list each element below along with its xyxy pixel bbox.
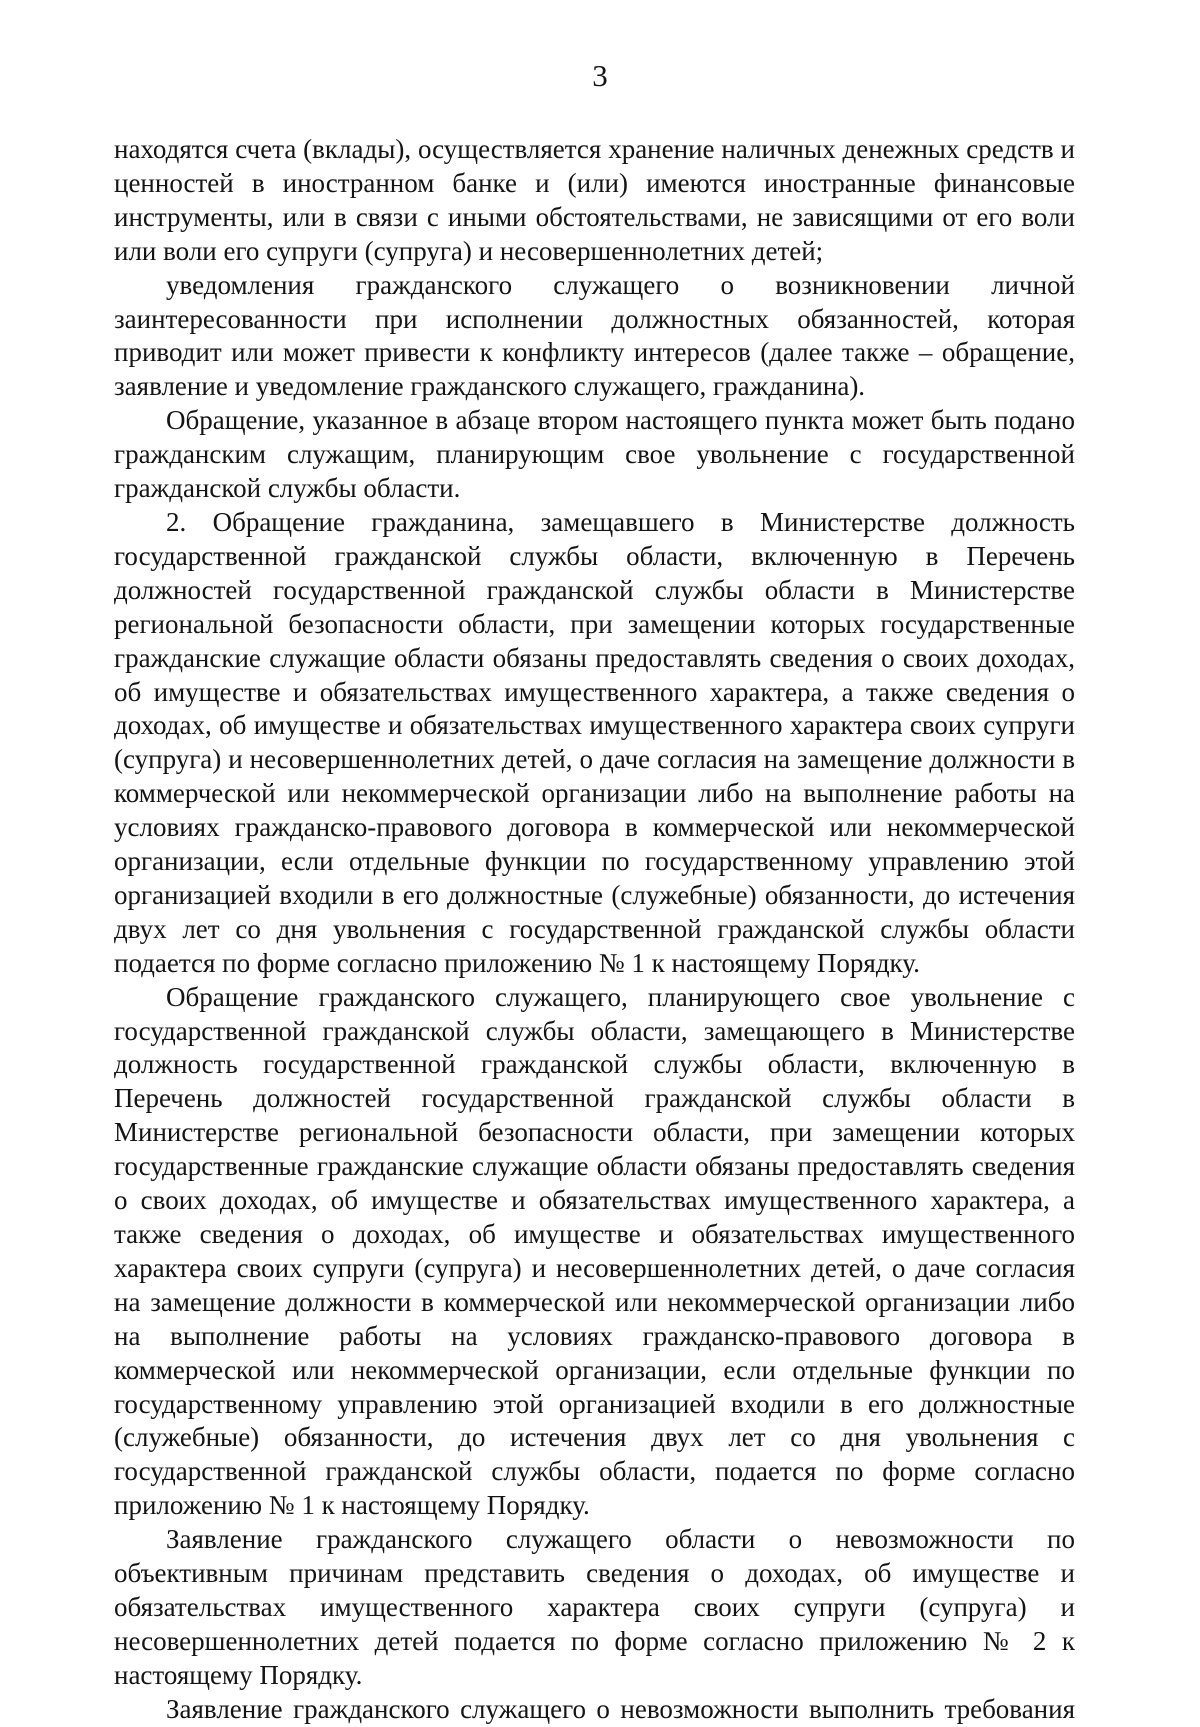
paragraph-conflict-of-interest-notice: уведомления гражданского служащего о возникновении личной заинтересованности при исполнении должностных обязанностей, которая приводит или может привести к конфликту интересов (далее также – обращение, заявление и уведомление гражданского служащего, гражданина). [114,269,1075,402]
paragraph-appeal-by-civil-servant: Обращение, указанное в абзаце втором настоящего пункта может быть подано гражданским служащим, планирующим свое увольнение с государственной гражданской службы области. [114,405,1075,504]
document-body [114,133,1075,1727]
paragraph-item-2-citizen-appeal: 2. Обращение гражданина, замещавшего в Министерстве должность государственной гражданской службы области, включенную в Перечень должностей государственной гражданской службы области в Министерстве региональной безопасности области, при замещении которых государственные гражданские служащие области обязаны предоставлять сведения о своих доходах, об имуществе и обязательствах имущественного характера, а также сведения о доходах, об имуществе и обязательствах имущественного характера своих супруги (супруга) и несовершеннолетних детей, о даче согласия на замещение должности в коммерческой или некоммерческой организации либо на выполнение работы на условиях гражданско-правового договора в коммерческой или некоммерческой организации, если отдельные функции по государственному управлению этой организацией входили в его должностные (служебные) обязанности, до истечения двух лет со дня увольнения с государственной гражданской службы области подается по форме согласно приложению № 1 к настоящему Порядку. [114,506,1075,978]
paragraph-continuation-accounts: находятся счета (вклады), осуществляется хранение наличных денежных средств и ценностей в иностранном банке и (или) имеются иностранные финансовые инструменты, или в связи с иными обстоятельствами, не зависящими от его воли или воли его супруги (супруга) и несовершеннолетних детей; [114,134,1075,266]
page-number: 3 [592,58,608,93]
paragraph-statement-income-info: Заявление гражданского служащего области о невозможности по объективным причинам представить сведения о доходах, об имуществе и обязательствах имущественного характера своих супруги (супруга) и несовершеннолетних детей подается по форме согласно приложению № 2 к настоящему Порядку. [114,1524,1075,1690]
paragraph-civil-servant-appeal: Обращение гражданского служащего, планирующего свое увольнение с государственной гражданской службы области, замещающего в Министерстве должность государственной гражданской службы области, включенную в Перечень должностей государственной гражданской службы области в Министерстве региональной безопасности области, при замещении которых государственные гражданские служащие области обязаны предоставлять сведения о своих доходах, об имуществе и обязательствах имущественного характера, а также сведения о доходах, об имуществе и обязательствах имущественного характера своих супруги (супруга) и несовершеннолетних детей, о даче согласия на замещение должности в коммерческой или некоммерческой организации либо на выполнение работы на условиях гражданско-правового договора в коммерческой или некоммерческой организации, если отдельные функции по государственному управлению этой организацией входили в его должностные (служебные) обязанности, до истечения двух лет со дня увольнения с государственной гражданской службы области, подается по форме согласно приложению № 1 к настоящему Порядку. [114,981,1075,1521]
paragraph-statement-requirements: Заявление гражданского служащего о невозможности выполнить требования [166,1693,1075,1724]
